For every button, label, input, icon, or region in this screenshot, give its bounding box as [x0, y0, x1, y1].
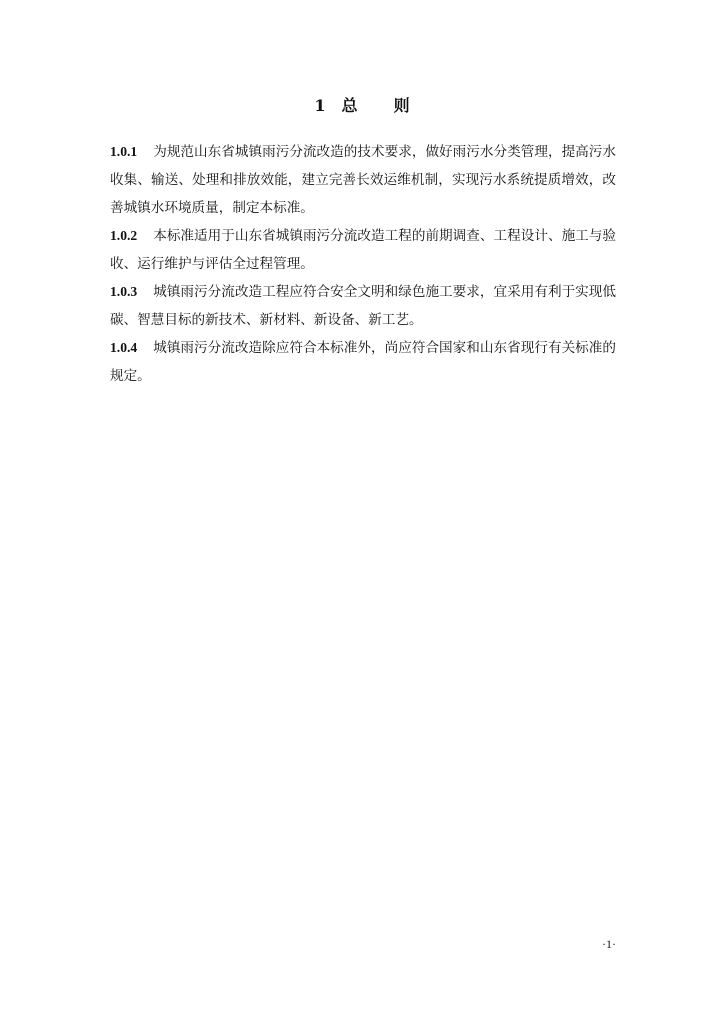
- clause-text: 为规范山东省城镇雨污分流改造的技术要求，做好雨污水分类管理，提高污水收集、输送、处理和排放效能，建立完善长效运维机制，实现污水系统提质增效，改善城镇水环境质量，制定本标准。: [110, 144, 616, 216]
- clause-1-0-4: [110, 334, 616, 390]
- clause-number: 1.0.3: [110, 284, 138, 299]
- clause-text: 城镇雨污分流改造工程应符合安全文明和绿色施工要求，宜采用有利于实现低碳、智慧目标的新技术、新材料、新设备、新工艺。: [110, 284, 616, 328]
- chapter-title: [0, 94, 724, 118]
- chapter-title-char-2: 则: [393, 96, 410, 115]
- clause-number: 1.0.4: [110, 340, 138, 355]
- clause-text: 城镇雨污分流改造除应符合本标准外，尚应符合国家和山东省现行有关标准的规定。: [110, 340, 616, 384]
- chapter-title-char-1: 总: [341, 96, 358, 115]
- clause-text: 本标准适用于山东省城镇雨污分流改造工程的前期调查、工程设计、施工与验收、运行维护与评估全过程管理。: [110, 228, 616, 272]
- clause-1-0-3: [110, 278, 616, 334]
- clause-number: 1.0.2: [110, 228, 138, 243]
- chapter-number: 1: [314, 96, 326, 115]
- clause-1-0-2: [110, 222, 616, 278]
- page-number: ·1·: [602, 937, 616, 951]
- clause-list: [110, 138, 616, 390]
- clause-1-0-1: [110, 138, 616, 222]
- clause-number: 1.0.1: [110, 144, 138, 159]
